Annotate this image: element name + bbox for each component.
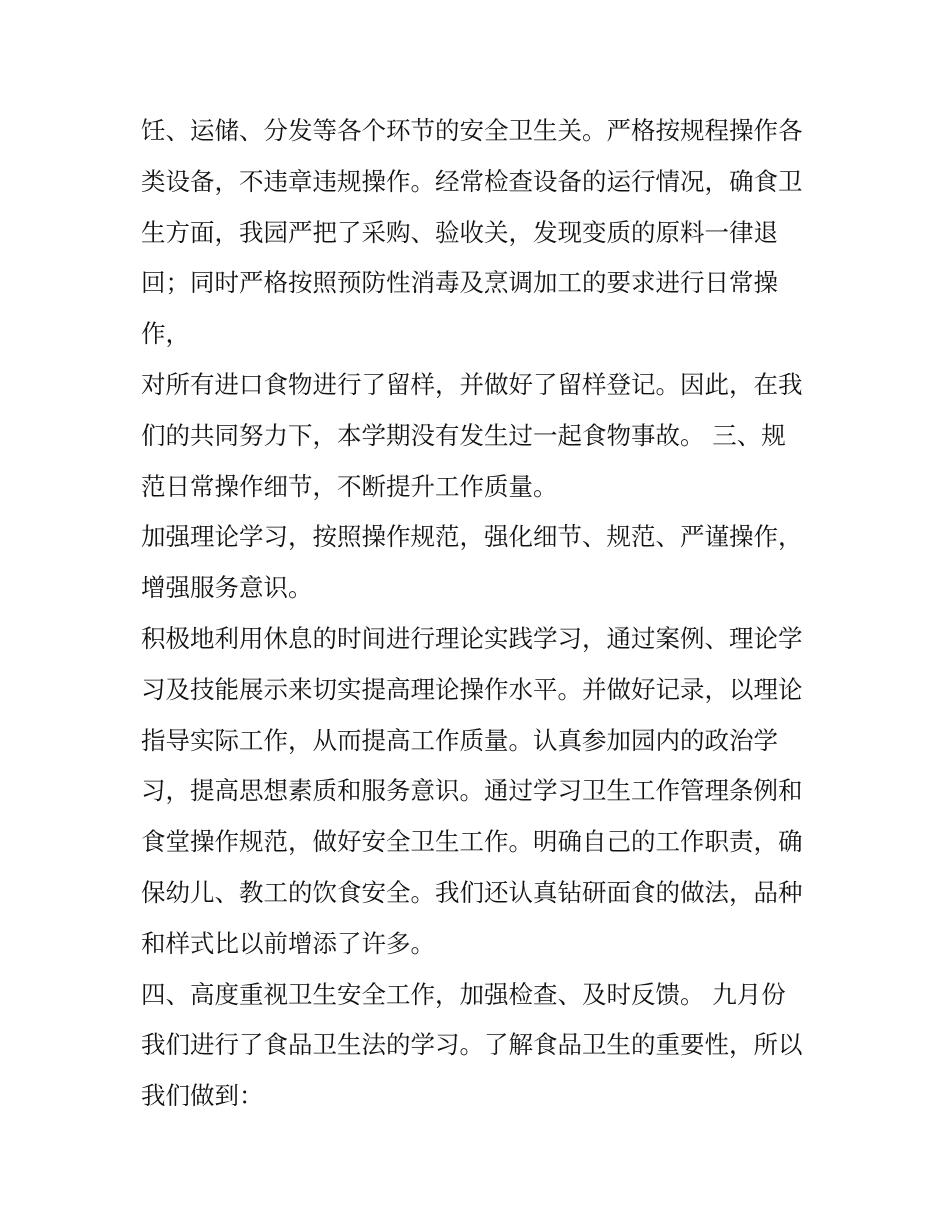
- text-line: 增强服务意识。: [141, 573, 313, 603]
- text-line: 饪、运储、分发等各个环节的安全卫生关。严格按规程操作各: [141, 116, 803, 145]
- text-line: 回；同时严格按照预防性消毒及烹调加工的要求进行日常操: [141, 268, 778, 298]
- text-line: 生方面，我园严把了采购、验收关，发现变质的原料一律退: [141, 217, 778, 247]
- text-line: 加强理论学习，按照操作规范，强化细节、规范、严谨操作，: [141, 522, 803, 552]
- text-line: 作，: [141, 319, 190, 349]
- text-line: 积极地利用休息的时间进行理论实践学习，通过案例、理论学: [141, 623, 803, 653]
- text-line: 我们进行了食品卫生法的学习。了解食品卫生的重要性，所以: [141, 1030, 803, 1060]
- text-line: 保幼儿、教工的饮食安全。我们还认真钻研面食的做法，品种: [141, 877, 803, 907]
- text-line: 对所有进口食物进行了留样，并做好了留样登记。因此，在我: [141, 369, 803, 399]
- text-line: 范日常操作细节，不断提升工作质量。: [141, 471, 558, 501]
- text-line: 四、高度重视卫生安全工作，加强检查、及时反馈。 九月份: [141, 979, 786, 1009]
- text-line: 我们做到：: [141, 1081, 264, 1111]
- text-line: 和样式比以前增添了许多。: [141, 928, 435, 958]
- text-line: 指导实际工作，从而提高工作质量。认真参加园内的政治学: [141, 725, 778, 755]
- text-line: 食堂操作规范，做好安全卫生工作。明确自己的工作职责，确: [141, 827, 803, 857]
- text-line: 类设备，不违章违规操作。经常检查设备的运行情况，确食卫: [141, 166, 803, 196]
- document-body: [141, 106, 821, 1122]
- text-line: 习，提高思想素质和服务意识。通过学习卫生工作管理条例和: [141, 776, 803, 806]
- text-line: 习及技能展示来切实提高理论操作水平。并做好记录，以理论: [141, 674, 803, 704]
- text-line: 们的共同努力下，本学期没有发生过一起食物事故。 三、规: [141, 420, 786, 450]
